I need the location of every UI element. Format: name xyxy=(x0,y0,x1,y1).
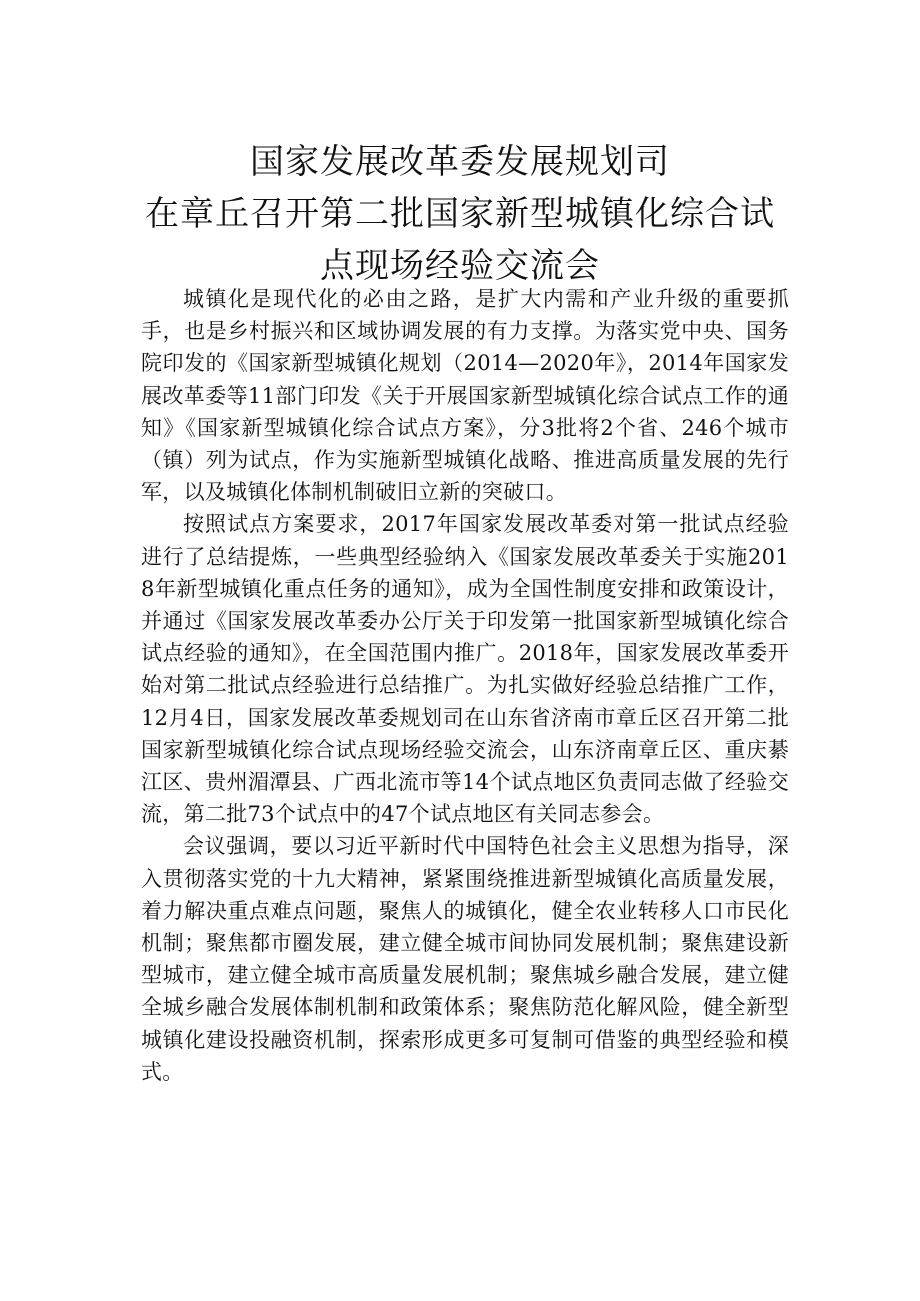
paragraph-2: 按照试点方案要求，2017年国家发展改革委对第一批试点经验进行了总结提炼，一些典型经验纳入《国家发展改革委关于实施2018年新型城镇化重点任务的通知》，成为全国性制度安排和政策设计，并通过《国家发展改革委办公厅关于印发第一批国家新型城镇化综合试点经验的通知》，在全国范围内推广。2018年，国家发展改革委开始对第二批试点经验进行总结推广。为扎实做好经验总结推广工作，12月4日，国家发展改革委规划司在山东省济南市章丘区召开第二批国家新型城镇化综合试点现场经验交流会，山东济南章丘区、重庆綦江区、贵州湄潭县、广西北流市等14个试点地区负责同志做了经验交流，第二批73个试点中的47个试点地区有关同志参会。 xyxy=(141,512,789,827)
title-line-2: 在章丘召开第二批国家新型城镇化综合试 xyxy=(145,194,775,234)
document-body xyxy=(141,283,789,1088)
paragraph-3: 会议强调，要以习近平新时代中国特色社会主义思想为指导，深入贯彻落实党的十九大精神，紧紧围绕推进新型城镇化高质量发展，着力解决重点难点问题，聚焦人的城镇化，健全农业转移人口市民化机制；聚焦都市圈发展，建立健全城市间协同发展机制；聚焦建设新型城市，建立健全城市高质量发展机制；聚焦城乡融合发展，建立健全城乡融合发展体制机制和政策体系；聚焦防范化解风险，健全新型城镇化建设投融资机制，探索形成更多可复制可借鉴的典型经验和模式。 xyxy=(141,834,789,1084)
title-line-3: 点现场经验交流会 xyxy=(320,246,600,286)
document-title xyxy=(100,136,820,292)
paragraph-1: 城镇化是现代化的必由之路，是扩大内需和产业升级的重要抓手，也是乡村振兴和区域协调发展的有力支撑。为落实党中央、国务院印发的《国家新型城镇化规划（2014—2020年》，2014年国家发展改革委等11部门印发《关于开展国家新型城镇化综合试点工作的通知》《国家新型城镇化综合试点方案》，分3批将2个省、246个城市（镇）列为试点，作为实施新型城镇化战略、推进高质量发展的先行军，以及城镇化体制机制破旧立新的突破口。 xyxy=(141,287,789,505)
title-line-1: 国家发展改革委发展规划司 xyxy=(250,142,670,182)
